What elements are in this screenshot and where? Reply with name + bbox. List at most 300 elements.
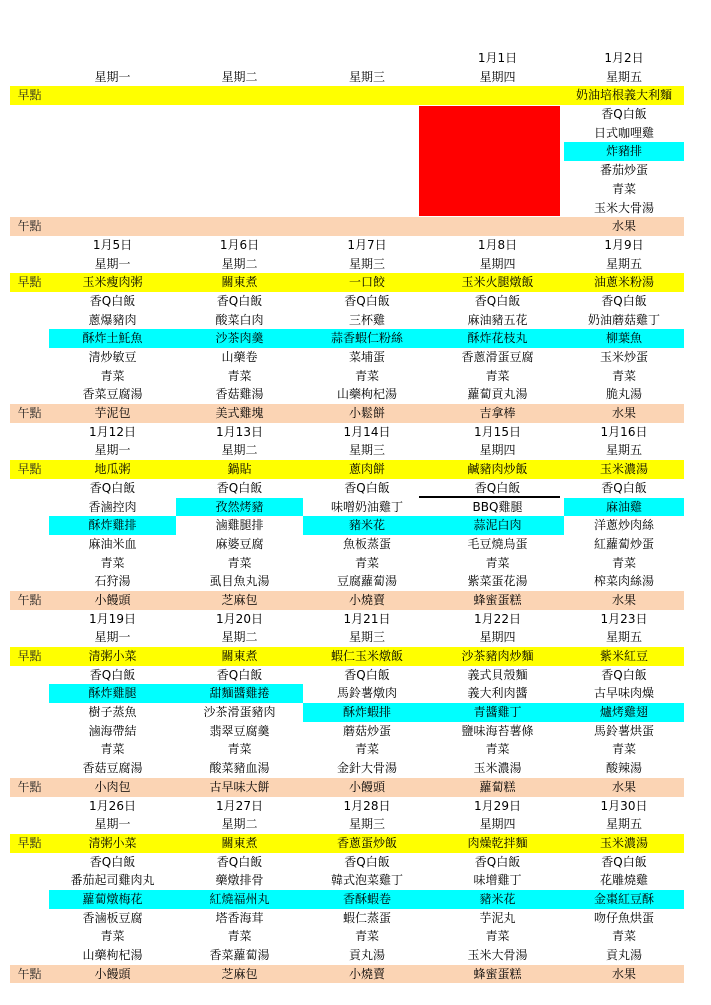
snack-label: 午點 (10, 778, 49, 797)
date-cell: 1月16日 (600, 424, 648, 439)
row-label-blank (10, 927, 49, 946)
lunch-cell: 香Q白飯 (601, 667, 647, 682)
lunch-cell: 豬米花 (431, 890, 564, 909)
lunch-row (10, 703, 684, 722)
lunch-cell: 香菇豆腐湯 (82, 761, 143, 776)
row-label-blank (10, 572, 49, 591)
lunch-cell: 玉米大骨湯 (593, 200, 654, 215)
lunch-cell: 金針大骨湯 (336, 761, 397, 776)
lunch-row (10, 535, 684, 554)
lunch-row (10, 853, 684, 872)
lunch-cell: 香Q白飯 (89, 480, 136, 495)
lunch-cell: 青菜 (485, 555, 510, 570)
lunch-cell: 鹽味海苔薯條 (461, 723, 534, 738)
row-label-blank (10, 161, 49, 180)
divider-line (419, 496, 560, 498)
date-row (10, 797, 684, 816)
snack-cell: 小肉包 (49, 778, 176, 797)
row-label-blank (10, 890, 49, 909)
breakfast-cell: 地瓜粥 (49, 460, 176, 479)
lunch-cell: 洋蔥炒肉絲 (593, 518, 654, 533)
lunch-cell: 香Q白飯 (89, 667, 136, 682)
date-cell: 1月1日 (477, 51, 518, 65)
lunch-cell: 炸豬排 (564, 142, 684, 161)
lunch-cell: 香蔥滑蛋豆腐 (461, 350, 534, 364)
lunch-cell: 脆丸湯 (605, 387, 642, 402)
lunch-cell: 孜然烤豬 (176, 498, 303, 517)
row-label-blank (10, 946, 49, 965)
lunch-cell: 山藥卷 (221, 350, 258, 364)
lunch-row (10, 666, 684, 685)
lunch-cell: 蒜泥白肉 (431, 516, 564, 535)
snack-label: 午點 (10, 217, 49, 236)
weekday-cell: 星期四 (479, 817, 516, 832)
lunch-cell: 玉米炒蛋 (599, 350, 648, 364)
snack-cell: 小饅頭 (49, 591, 176, 610)
lunch-cell: 滷雞腿排 (215, 518, 264, 533)
lunch-cell (176, 161, 303, 180)
lunch-cell (49, 161, 176, 180)
row-label-blank (10, 236, 49, 255)
date-cell: 1月21日 (343, 611, 391, 626)
breakfast-cell: 沙茶豬肉炒麵 (431, 647, 564, 666)
date-cell: 1月9日 (604, 237, 644, 252)
row-label-blank (10, 367, 49, 386)
snack-row (10, 965, 684, 984)
lunch-cell: 毛豆燒烏蛋 (467, 536, 528, 551)
lunch-cell: 沙茶肉羹 (176, 329, 303, 348)
lunch-cell (303, 199, 431, 218)
weekday-cell: 星期一 (94, 630, 131, 645)
snack-cell: 小燒賣 (303, 591, 431, 610)
lunch-cell (49, 105, 176, 124)
row-label-blank (10, 255, 49, 274)
lunch-cell: 酥炸蝦排 (303, 703, 431, 722)
breakfast-row (10, 273, 684, 292)
lunch-cell: 吻仔魚烘蛋 (593, 910, 654, 925)
lunch-cell: 香滷板豆腐 (82, 910, 143, 925)
weekday-cell: 星期一 (94, 817, 131, 832)
lunch-row (10, 722, 684, 741)
snack-cell (431, 217, 564, 236)
row-label-blank (10, 554, 49, 573)
lunch-cell: 青菜 (354, 368, 379, 383)
date-cell: 1月19日 (89, 611, 136, 626)
row-label-blank (10, 498, 49, 517)
lunch-cell (176, 105, 303, 124)
lunch-cell: 青菜 (227, 929, 252, 944)
weekday-cell: 星期五 (605, 630, 642, 645)
row-label-blank (10, 68, 49, 87)
lunch-row (10, 871, 684, 890)
lunch-row (10, 348, 684, 367)
snack-cell: 小饅頭 (49, 965, 176, 984)
date-cell: 1月30日 (600, 798, 648, 813)
weekday-cell: 星期三 (348, 69, 385, 84)
weekday-cell: 星期二 (221, 256, 258, 271)
date-cell (49, 49, 176, 68)
snack-cell: 蜂蜜蛋糕 (431, 965, 564, 984)
lunch-cell: 義大利肉醬 (467, 686, 528, 701)
breakfast-row (10, 86, 684, 105)
lunch-cell: 紫菜蛋花湯 (467, 574, 528, 589)
snack-row (10, 404, 684, 423)
lunch-cell (49, 180, 176, 199)
lunch-cell: 青菜 (611, 742, 636, 757)
lunch-cell: 香Q白飯 (344, 293, 390, 308)
lunch-cell: 香酥蝦卷 (303, 890, 431, 909)
lunch-cell (303, 180, 431, 199)
lunch-cell: 芋泥丸 (479, 910, 516, 925)
breakfast-label: 早點 (10, 86, 49, 105)
snack-row (10, 217, 684, 236)
lunch-cell: 紅蘿蔔炒蛋 (593, 536, 654, 551)
snack-cell: 芝麻包 (176, 591, 303, 610)
row-label-blank (10, 610, 49, 629)
date-cell: 1月20日 (216, 611, 263, 626)
lunch-row (10, 759, 684, 778)
lunch-cell: 番茄炒蛋 (599, 163, 648, 178)
row-label-blank (10, 909, 49, 928)
snack-cell (176, 217, 303, 236)
row-label-blank (10, 180, 49, 199)
breakfast-cell (303, 86, 431, 105)
lunch-cell: 香Q白飯 (216, 667, 263, 682)
snack-cell: 蜂蜜蛋糕 (431, 591, 564, 610)
date-cell: 1月12日 (89, 424, 136, 439)
lunch-cell: 馬鈴薯燉肉 (336, 686, 397, 701)
lunch-row (10, 684, 684, 703)
lunch-cell: 清炒敏豆 (88, 350, 137, 364)
lunch-cell: 玉米濃湯 (473, 761, 522, 776)
lunch-cell: 香Q白飯 (89, 293, 136, 308)
breakfast-row (10, 647, 684, 666)
date-cell: 1月28日 (343, 798, 391, 813)
date-cell: 1月6日 (219, 237, 260, 252)
breakfast-cell: 一口餃 (303, 273, 431, 292)
row-label-blank (10, 797, 49, 816)
lunch-cell: 青菜 (611, 929, 636, 944)
row-label-blank (10, 479, 49, 498)
breakfast-row (10, 460, 684, 479)
row-label-blank (10, 853, 49, 872)
lunch-cell: 麻油雞 (564, 498, 684, 517)
lunch-cell (303, 124, 431, 143)
row-label-blank (10, 142, 49, 161)
lunch-cell: 青菜 (354, 555, 379, 570)
lunch-cell: 古早味肉燥 (593, 686, 654, 701)
weekday-cell: 星期三 (348, 630, 385, 645)
lunch-cell: 香Q白飯 (216, 854, 263, 869)
snack-cell (303, 217, 431, 236)
red-block (419, 106, 560, 216)
weekday-cell: 星期四 (479, 630, 516, 645)
breakfast-cell: 清粥小菜 (49, 834, 176, 853)
lunch-cell: 酸菜白肉 (215, 312, 264, 327)
row-label-blank (10, 740, 49, 759)
breakfast-cell: 鹹豬肉炒飯 (431, 460, 564, 479)
lunch-cell: 貢丸湯 (605, 948, 642, 962)
row-label-blank (10, 199, 49, 218)
row-label-blank (10, 759, 49, 778)
lunch-cell: 義式貝殼麵 (467, 667, 528, 682)
snack-row (10, 778, 684, 797)
lunch-cell: 番茄起司雞肉丸 (70, 873, 155, 888)
lunch-row (10, 161, 684, 180)
lunch-cell: 青菜 (100, 555, 125, 570)
lunch-row (10, 292, 684, 311)
snack-cell: 水果 (564, 778, 684, 797)
breakfast-cell (176, 86, 303, 105)
row-label-blank (10, 348, 49, 367)
weekday-cell: 星期三 (348, 443, 385, 458)
lunch-cell: 蘿蔔貢丸湯 (467, 387, 528, 402)
lunch-cell: 青菜 (227, 555, 252, 570)
lunch-cell: 麻油米血 (88, 536, 137, 551)
lunch-cell: 香菜豆腐湯 (82, 387, 143, 402)
lunch-cell (303, 142, 431, 161)
row-label-blank (10, 516, 49, 535)
row-label-blank (10, 49, 49, 68)
lunch-cell: 甜麵醬雞捲 (176, 684, 303, 703)
row-label-blank (10, 722, 49, 741)
lunch-cell: 青菜 (611, 555, 636, 570)
row-label-blank (10, 441, 49, 460)
breakfast-label: 早點 (10, 273, 49, 292)
weekday-cell: 星期二 (221, 69, 258, 84)
snack-label: 午點 (10, 591, 49, 610)
lunch-cell: 香Q白飯 (601, 480, 647, 495)
lunch-cell (176, 180, 303, 199)
lunch-cell: 青菜 (485, 742, 510, 757)
row-label-blank (10, 535, 49, 554)
snack-cell: 水果 (564, 591, 684, 610)
row-label-blank (10, 684, 49, 703)
lunch-cell: 沙茶滑蛋豬肉 (203, 705, 276, 720)
lunch-row (10, 479, 684, 498)
date-cell: 1月14日 (343, 424, 391, 439)
lunch-cell: 酸菜豬血湯 (209, 761, 270, 776)
lunch-row (10, 927, 684, 946)
date-cell: 1月2日 (604, 51, 644, 65)
lunch-row (10, 142, 684, 161)
breakfast-cell: 清粥小菜 (49, 647, 176, 666)
weekday-row (10, 441, 684, 460)
weekday-cell: 星期四 (479, 256, 516, 271)
date-row (10, 610, 684, 629)
lunch-cell: 紅燒福州丸 (176, 890, 303, 909)
snack-cell: 水果 (564, 404, 684, 423)
lunch-cell: 韓式泡菜雞丁 (330, 873, 403, 888)
date-cell: 1月29日 (474, 798, 521, 813)
lunch-cell: 香Q白飯 (216, 480, 263, 495)
lunch-cell: 柳葉魚 (564, 329, 684, 348)
weekday-cell: 星期一 (94, 256, 131, 271)
row-label-blank (10, 292, 49, 311)
snack-cell: 蘿蔔糕 (431, 778, 564, 797)
lunch-cell: 蒜香蝦仁粉絲 (303, 329, 431, 348)
breakfast-label: 早點 (10, 460, 49, 479)
lunch-cell: 青菜 (611, 368, 636, 383)
lunch-cell: 香Q白飯 (601, 854, 647, 869)
breakfast-cell: 肉燥乾拌麵 (431, 834, 564, 853)
weekday-cell: 星期五 (605, 69, 642, 84)
lunch-cell: 青菜 (227, 368, 252, 383)
weekday-row (10, 628, 684, 647)
snack-cell (49, 217, 176, 236)
lunch-cell: 酥炸雞排 (49, 516, 176, 535)
date-cell: 1月5日 (92, 237, 133, 252)
date-cell: 1月8日 (477, 237, 518, 252)
lunch-cell: 花雕燒雞 (599, 873, 648, 888)
lunch-cell: 藥燉排骨 (215, 873, 264, 888)
lunch-cell: 青菜 (485, 929, 510, 944)
weekday-cell: 星期五 (605, 256, 642, 271)
lunch-cell: 青菜 (485, 368, 510, 383)
lunch-cell (49, 199, 176, 218)
weekday-cell: 星期四 (479, 443, 516, 458)
lunch-cell: 香Q白飯 (474, 293, 521, 308)
breakfast-cell (431, 86, 564, 105)
lunch-cell: 石狩湯 (94, 574, 131, 589)
date-row (10, 423, 684, 442)
weekday-cell: 星期二 (221, 817, 258, 832)
row-label-blank (10, 666, 49, 685)
breakfast-cell: 蔥肉餅 (303, 460, 431, 479)
lunch-cell: 香Q白飯 (601, 293, 647, 308)
weekday-row (10, 68, 684, 87)
date-row (10, 236, 684, 255)
breakfast-cell: 玉米瘦肉粥 (49, 273, 176, 292)
lunch-cell: 滷海帶結 (88, 723, 137, 738)
weekday-row (10, 815, 684, 834)
lunch-cell: 酥炸土魠魚 (49, 329, 176, 348)
snack-cell: 小饅頭 (303, 778, 431, 797)
date-cell: 1月27日 (216, 798, 263, 813)
row-label-blank (10, 329, 49, 348)
lunch-cell (303, 105, 431, 124)
lunch-cell: 青醬雞丁 (431, 703, 564, 722)
lunch-cell: 貢丸湯 (348, 948, 385, 962)
lunch-cell: 金棗紅豆酥 (564, 890, 684, 909)
snack-row (10, 591, 684, 610)
breakfast-cell: 鍋貼 (176, 460, 303, 479)
lunch-cell: 蝦仁蒸蛋 (342, 910, 391, 925)
lunch-cell: BBQ雞腿 (472, 499, 523, 514)
lunch-cell (303, 161, 431, 180)
breakfast-cell: 奶油培根義大利麵 (564, 86, 684, 105)
snack-cell: 芋泥包 (49, 404, 176, 423)
row-label-blank (10, 423, 49, 442)
date-cell: 1月15日 (474, 424, 521, 439)
snack-cell: 水果 (564, 965, 684, 984)
breakfast-label: 早點 (10, 647, 49, 666)
lunch-cell: 麻油豬五花 (467, 312, 528, 327)
lunch-cell: 爐烤雞翅 (564, 703, 684, 722)
weekday-cell: 星期四 (479, 69, 516, 84)
lunch-row (10, 199, 684, 218)
weekday-cell: 星期三 (348, 817, 385, 832)
lunch-cell: 山藥枸杞湯 (82, 948, 143, 962)
weekday-cell: 星期一 (94, 69, 131, 84)
breakfast-cell: 紫米紅豆 (564, 647, 684, 666)
lunch-cell: 麻婆豆腐 (215, 536, 264, 551)
lunch-row (10, 946, 684, 965)
row-label-blank (10, 311, 49, 330)
lunch-cell: 青菜 (100, 929, 125, 944)
lunch-row (10, 740, 684, 759)
lunch-row (10, 385, 684, 404)
breakfast-cell: 關東煮 (176, 647, 303, 666)
lunch-cell: 馬鈴薯烘蛋 (593, 723, 654, 738)
lunch-cell: 蔥爆豬肉 (88, 312, 137, 327)
lunch-cell: 榨菜肉絲湯 (593, 574, 654, 589)
lunch-cell: 青菜 (611, 181, 636, 196)
lunch-cell: 樹子蒸魚 (88, 705, 137, 720)
lunch-cell: 香Q白飯 (89, 854, 136, 869)
lunch-cell: 酥炸花枝丸 (431, 329, 564, 348)
lunch-cell: 豆腐蘿蔔湯 (336, 574, 397, 589)
snack-cell: 吉拿棒 (431, 404, 564, 423)
weekday-cell: 星期一 (94, 443, 131, 458)
breakfast-cell: 油蔥米粉湯 (564, 273, 684, 292)
lunch-row (10, 516, 684, 535)
weekday-cell: 星期五 (605, 817, 642, 832)
lunch-cell: 香Q白飯 (474, 480, 521, 495)
lunch-row (10, 554, 684, 573)
lunch-cell (176, 199, 303, 218)
lunch-row (10, 572, 684, 591)
lunch-cell: 塔香海茸 (215, 910, 264, 925)
lunch-cell: 酸辣湯 (605, 761, 642, 776)
breakfast-cell: 香蔥蛋炒飯 (303, 834, 431, 853)
lunch-cell: 香Q白飯 (344, 667, 390, 682)
weekday-cell: 星期二 (221, 630, 258, 645)
date-row (10, 49, 684, 68)
lunch-cell: 味噌奶油雞丁 (330, 499, 403, 514)
row-label-blank (10, 385, 49, 404)
lunch-row (10, 105, 684, 124)
lunch-cell: 香Q白飯 (601, 107, 647, 122)
lunch-cell: 香Q白飯 (344, 480, 390, 495)
snack-cell: 古早味大餅 (176, 778, 303, 797)
lunch-cell: 奶油蘑菇雞丁 (587, 312, 660, 327)
lunch-cell: 香Q白飯 (474, 854, 521, 869)
lunch-cell: 菜埔蛋 (348, 350, 385, 364)
lunch-cell: 青菜 (227, 742, 252, 757)
lunch-cell: 日式咖哩雞 (593, 125, 654, 140)
breakfast-row (10, 834, 684, 853)
row-label-blank (10, 703, 49, 722)
lunch-cell: 蘿蔔燉梅花 (49, 890, 176, 909)
lunch-cell: 蘑菇炒蛋 (342, 723, 391, 738)
breakfast-cell: 玉米濃湯 (564, 834, 684, 853)
date-cell: 1月26日 (89, 798, 136, 813)
lunch-row (10, 124, 684, 143)
breakfast-cell: 玉米濃湯 (564, 460, 684, 479)
lunch-cell: 魚板蒸蛋 (342, 536, 391, 551)
row-label-blank (10, 105, 49, 124)
lunch-cell: 翡翠豆腐羹 (209, 723, 270, 738)
lunch-cell (176, 124, 303, 143)
lunch-row (10, 498, 684, 517)
lunch-cell: 香菇雞湯 (215, 387, 264, 402)
date-cell (303, 49, 431, 68)
lunch-cell: 酥炸雞腿 (49, 684, 176, 703)
lunch-row (10, 909, 684, 928)
lunch-cell: 豬米花 (303, 516, 431, 535)
snack-cell: 小燒賣 (303, 965, 431, 984)
